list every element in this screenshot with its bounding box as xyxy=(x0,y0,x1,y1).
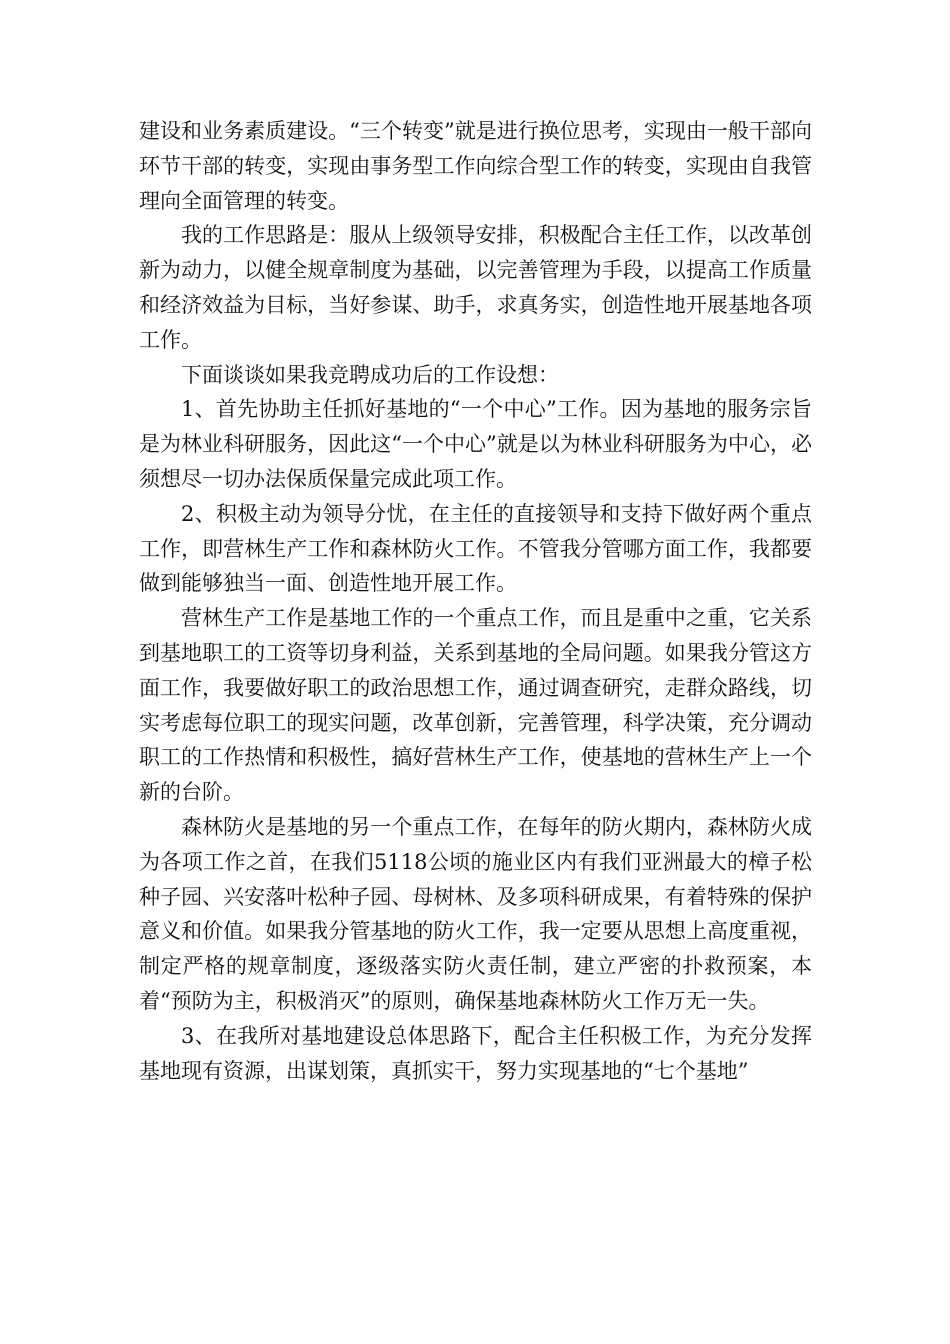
paragraph-5: 2、积极主动为领导分忧，在主任的直接领导和支持下做好两个重点工作，即营林生产工作和森林防火工作。不管我分管哪方面工作，我都要做到能够独当一面、创造性地开展工作。 xyxy=(139,501,812,596)
paragraph-8: 3、在我所对基地建设总体思路下，配合主任积极工作，为充分发挥基地现有资源，出谋划策，真抓实干，努力实现基地的“七个基地” xyxy=(139,1023,812,1083)
paragraph-3: 下面谈谈如果我竞聘成功后的工作设想： xyxy=(181,362,559,387)
paragraph-7: 森林防火是基地的另一个重点工作，在每年的防火期内，森林防火成为各项工作之首，在我们5118公顷的施业区内有我们亚洲最大的樟子松种子园、兴安落叶松种子园、母树林、及多项科研成果，有着特殊的保护意义和价值。如果我分管基地的防火工作，我一定要从思想上高度重视，制定严格的规章制度，逐级落实防火责任制，建立严密的扑救预案，本着“预防为主，积极消灭”的原则，确保基地森林防火工作万无一失。 xyxy=(139,814,812,1013)
paragraph-6: 营林生产工作是基地工作的一个重点工作，而且是重中之重，它关系到基地职工的工资等切身利益，关系到基地的全局问题。如果我分管这方面工作，我要做好职工的政治思想工作，通过调查研究，走群众路线，切实考虑每位职工的现实问题，改革创新，完善管理，科学决策，充分调动职工的工作热情和积极性，搞好营林生产工作，使基地的营林生产上一个新的台阶。 xyxy=(139,606,812,805)
document-page xyxy=(139,114,812,1088)
paragraph-1: 建设和业务素质建设。“三个转变”就是进行换位思考，实现由一般干部向环节干部的转变，实现由事务型工作向综合型工作的转变，实现由自我管理向全面管理的转变。 xyxy=(139,119,812,213)
paragraph-2: 我的工作思路是：服从上级领导安排，积极配合主任工作，以改革创新为动力，以健全规章制度为基础，以完善管理为手段，以提高工作质量和经济效益为目标，当好参谋、助手，求真务实，创造性地开展基地各项工作。 xyxy=(139,223,812,352)
paragraph-4: 1、首先协助主任抓好基地的“一个中心”工作。因为基地的服务宗旨是为林业科研服务，因此这“一个中心”就是以为林业科研服务为中心，必须想尽一切办法保质保量完成此项工作。 xyxy=(139,397,812,491)
